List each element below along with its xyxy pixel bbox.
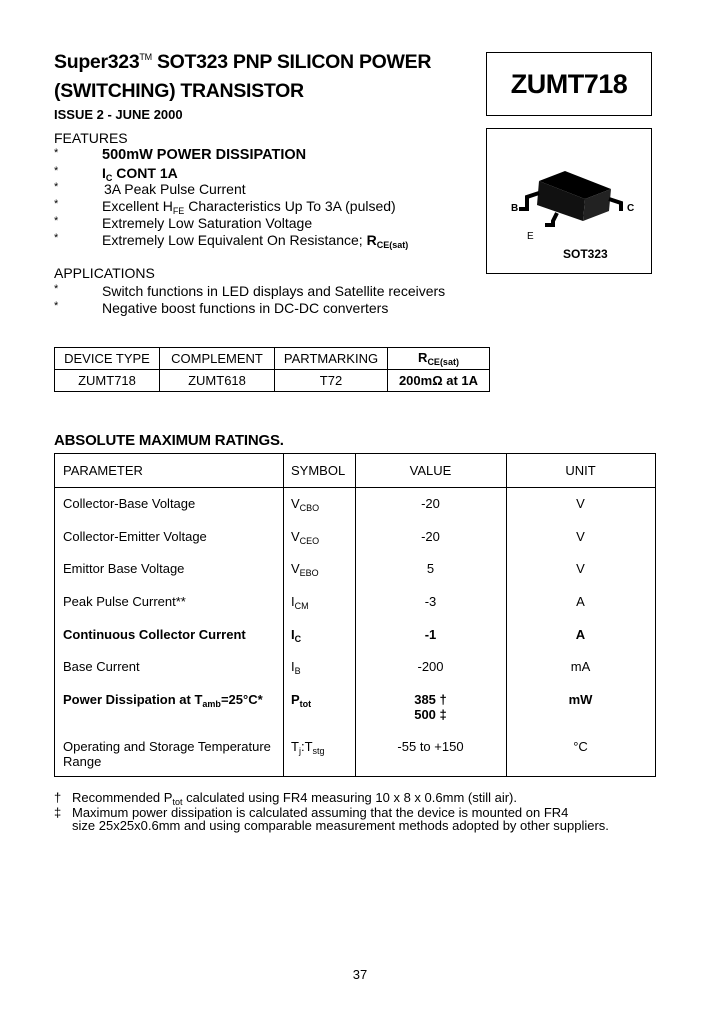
ratings-heading: ABSOLUTE MAXIMUM RATINGS. xyxy=(54,432,284,449)
package-box xyxy=(486,128,652,274)
ratings-header: UNIT xyxy=(565,463,596,478)
unit-cell: A xyxy=(575,627,586,642)
ratings-header: PARAMETER xyxy=(63,463,143,478)
table-cell: T72 xyxy=(275,370,388,392)
symbol-cell: $V_{EBO}$ xyxy=(291,561,319,578)
table-cell: ZUMT718 xyxy=(55,370,160,392)
symbol-cell: $I_{CM}$ xyxy=(291,594,309,611)
param-cell: Peak Pulse Current** xyxy=(63,594,186,609)
ratings-header: SYMBOL xyxy=(291,463,346,478)
unit-cell: mA xyxy=(570,659,591,674)
table-header: PARTMARKING xyxy=(275,348,388,370)
device-table xyxy=(54,347,490,392)
param-cell: Collector-Base Voltage xyxy=(63,496,196,511)
brand-name: Super323 xyxy=(54,51,140,73)
issue-date: ISSUE 2 - JUNE 2000 xyxy=(54,107,183,122)
features-heading: FEATURES xyxy=(54,130,128,146)
value-cell: -1 xyxy=(424,627,437,642)
value-cell: -3 xyxy=(424,594,437,609)
unit-cell: V xyxy=(576,496,585,511)
ratings-header: VALUE xyxy=(409,463,452,478)
param-cell: Power Dissipation at $T_{amb}=25^\circ C*$ xyxy=(63,692,263,709)
trademark: TM xyxy=(139,52,152,62)
title-line-2: (SWITCHING) TRANSISTOR xyxy=(54,80,304,102)
unit-cell: V xyxy=(576,529,585,544)
table-header: $R_{CE(sat)}$ xyxy=(388,348,490,370)
param-cell: Emittor Base Voltage xyxy=(63,561,185,576)
value-cell: 5 xyxy=(426,561,435,576)
table-cell: 200mΩ at 1A xyxy=(388,370,490,392)
page-number: 37 xyxy=(352,967,368,982)
value-cell: -20 xyxy=(421,496,440,511)
pin-c-label: C xyxy=(627,203,635,214)
param-cell: Collector-Emitter Voltage xyxy=(63,529,207,544)
table-row xyxy=(55,370,490,392)
ratings-table xyxy=(54,453,656,777)
value-cell: 385 † xyxy=(414,692,447,707)
symbol-cell: $I_C$ xyxy=(291,627,302,644)
table-header: DEVICE TYPE xyxy=(55,348,160,370)
param-cell: Operating and Storage Temperature xyxy=(63,739,271,754)
param-cell: Range xyxy=(63,754,102,769)
pin-b-label: B xyxy=(511,203,519,214)
unit-cell: A xyxy=(576,594,585,609)
value-cell: -20 xyxy=(421,529,440,544)
value-cell: -55 to +150 xyxy=(397,739,464,754)
unit-cell: V xyxy=(576,561,585,576)
symbol-cell: $P_{tot}$ xyxy=(291,692,312,709)
param-cell: Base Current xyxy=(63,659,140,674)
title-line-1 xyxy=(54,51,431,74)
symbol-cell: $T_j:T_{stg}$ xyxy=(291,739,325,756)
symbol-cell: $V_{CEO}$ xyxy=(291,529,320,546)
unit-cell: °C xyxy=(573,739,588,754)
pin-e-label: E xyxy=(527,231,534,242)
unit-cell: mW xyxy=(568,692,593,707)
table-header: COMPLEMENT xyxy=(160,348,275,370)
symbol-cell: $I_B$ xyxy=(291,659,301,676)
table-row xyxy=(55,348,490,370)
title-text-1: SOT323 PNP SILICON POWER xyxy=(156,51,432,73)
table-cell: ZUMT618 xyxy=(160,370,275,392)
value-cell: -200 xyxy=(417,659,444,674)
value-cell: 500 ‡ xyxy=(414,707,447,722)
param-cell: Continuous Collector Current xyxy=(63,627,246,642)
part-number: ZUMT718 xyxy=(510,68,628,99)
applications-heading: APPLICATIONS xyxy=(54,265,155,281)
symbol-cell: $V_{CBO}$ xyxy=(291,496,320,513)
part-number-box xyxy=(486,52,652,116)
package-label: SOT323 xyxy=(563,247,608,261)
